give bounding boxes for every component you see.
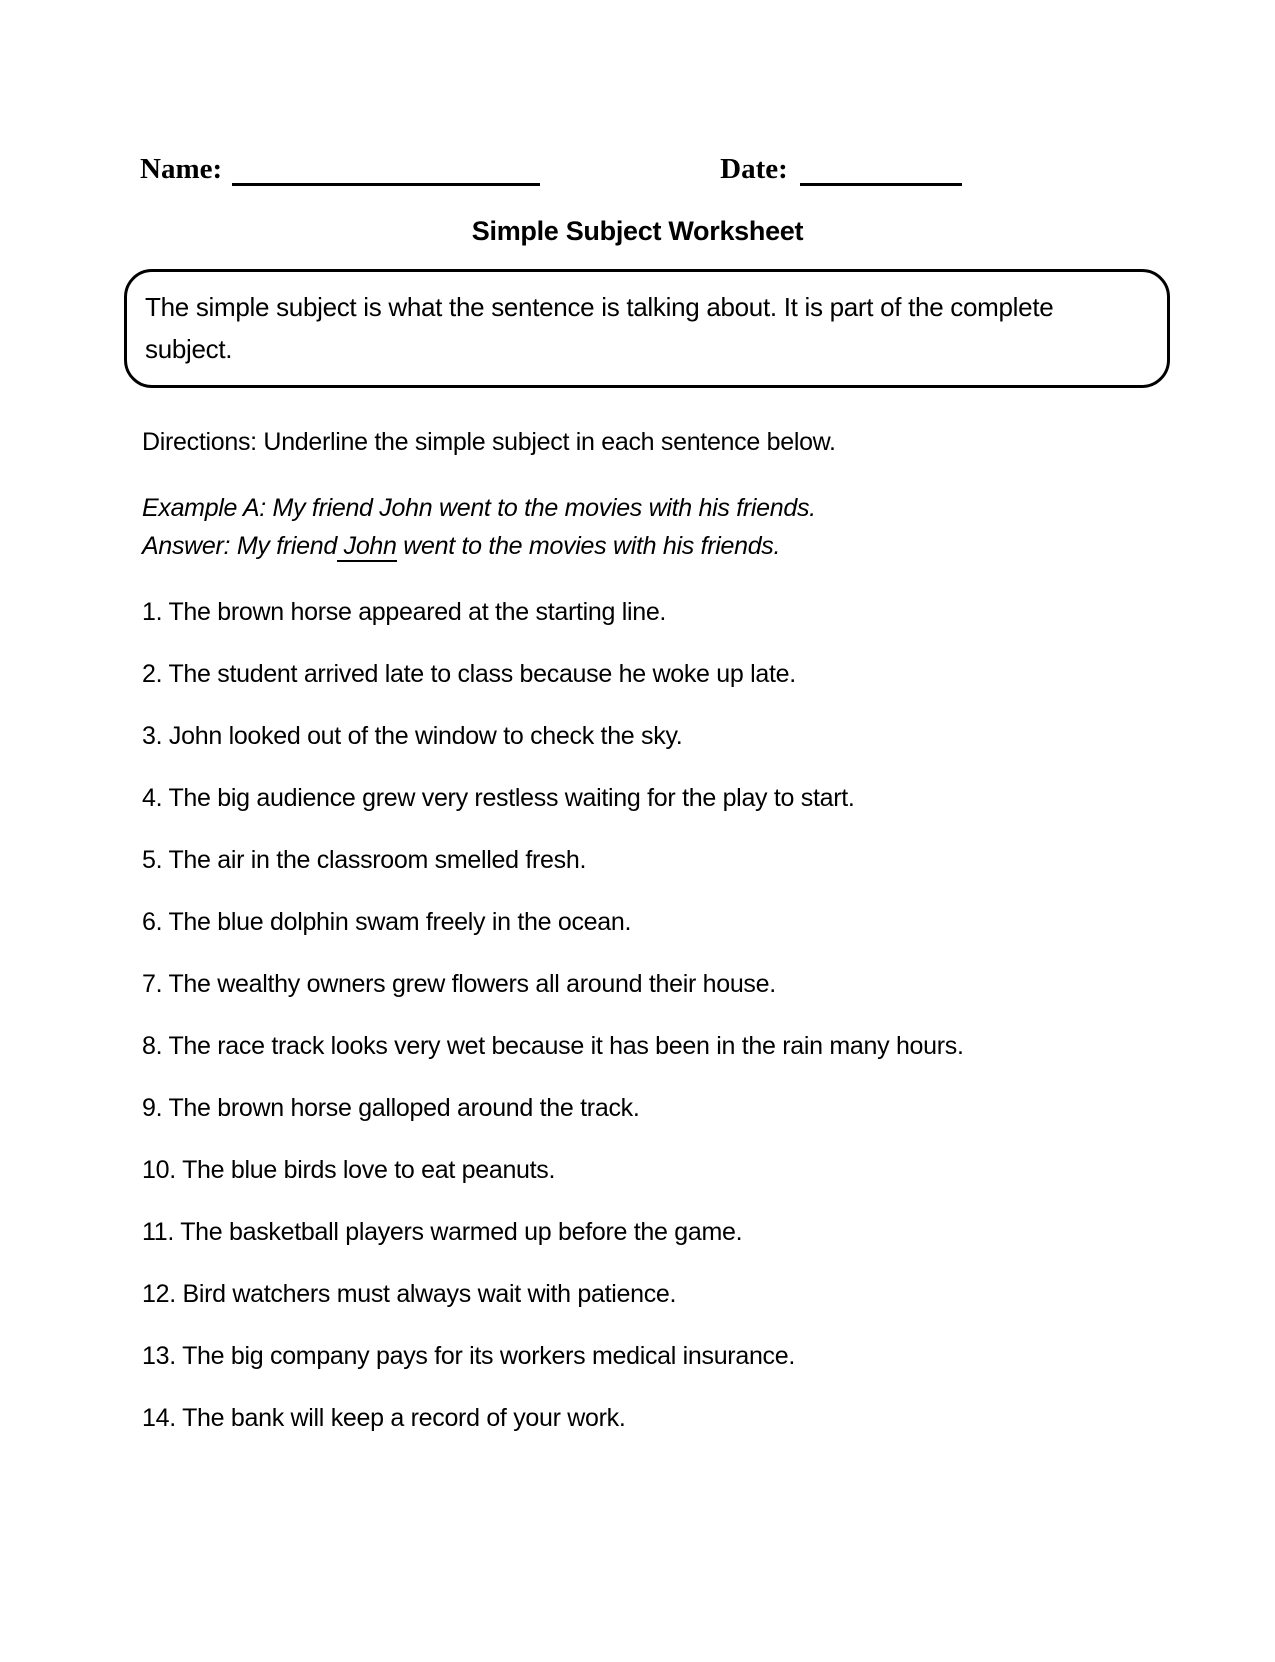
sentence-number: 7. [142, 970, 163, 998]
example-answer-suffix: went to the movies with his friends. [396, 532, 781, 560]
sentence-item [142, 1157, 1170, 1183]
sentence-item [142, 1095, 1170, 1121]
sentence-item [142, 909, 1170, 935]
sentence-number: 2. [142, 660, 163, 688]
sentence-text: The race track looks very wet because it has been in the rain many hours. [168, 1032, 964, 1060]
header-row [124, 0, 1170, 186]
sentence-text: The brown horse appeared at the starting line. [168, 598, 667, 626]
sentence-number: 5. [142, 846, 163, 874]
sentence-text: The big audience grew very restless waiting for the play to start. [168, 784, 855, 812]
sentence-item [142, 1219, 1170, 1245]
sentence-number: 14. [142, 1404, 176, 1432]
directions-line: Directions: Underline the simple subject in each sentence below. [142, 428, 836, 456]
sentence-item [142, 1405, 1170, 1431]
sentence-text: The wealthy owners grew flowers all around their house. [168, 970, 776, 998]
name-blank-line [232, 160, 540, 186]
sentence-item [142, 661, 1170, 687]
sentence-text: The big company pays for its workers medical insurance. [182, 1342, 795, 1370]
sentence-item [142, 1033, 1170, 1059]
sentence-item [142, 1281, 1170, 1307]
sentence-list [142, 599, 1170, 1431]
date-blank-line [800, 160, 962, 186]
sentence-text: The bank will keep a record of your work. [182, 1404, 626, 1432]
sentence-item [142, 599, 1170, 625]
sentence-number: 3. [142, 722, 163, 750]
date-group [720, 152, 962, 186]
sentence-number: 12. [142, 1280, 176, 1308]
example-answer [142, 527, 1170, 565]
sentence-number: 4. [142, 784, 163, 812]
sentence-number: 6. [142, 908, 163, 936]
sentence-number: 8. [142, 1032, 163, 1060]
date-label: Date: [720, 153, 788, 185]
sentence-text: The blue birds love to eat peanuts. [182, 1156, 556, 1184]
sentence-number: 13. [142, 1342, 176, 1370]
sentence-item [142, 847, 1170, 873]
sentence-number: 9. [142, 1094, 163, 1122]
sentence-item [142, 723, 1170, 749]
sentence-text: The student arrived late to class because he woke up late. [168, 660, 796, 688]
sentence-text: The air in the classroom smelled fresh. [168, 846, 587, 874]
sentence-item [142, 785, 1170, 811]
sentence-text: The blue dolphin swam freely in the ocean. [168, 908, 632, 936]
sentence-text: The brown horse galloped around the track. [168, 1094, 640, 1122]
example-block [142, 489, 1170, 565]
definition-box [124, 269, 1170, 388]
name-label: Name: [140, 153, 223, 185]
example-prompt: Example A: My friend John went to the movies with his friends. [142, 494, 816, 522]
sentence-item [142, 1343, 1170, 1369]
page-title: Simple Subject Worksheet [471, 216, 804, 246]
sentence-number: 11. [142, 1218, 174, 1246]
sentence-text: John looked out of the window to check the sky. [168, 722, 683, 750]
sentence-number: 10. [142, 1156, 176, 1184]
sentence-text: The basketball players warmed up before the game. [180, 1218, 743, 1246]
sentence-item [142, 971, 1170, 997]
example-answer-prefix: Answer: My friend [142, 532, 337, 560]
definition-text: The simple subject is what the sentence is talking about. It is part of the complete subject. [145, 292, 1054, 364]
example-answer-underlined-word: John [336, 532, 397, 560]
sentence-number: 1. [142, 598, 163, 626]
sentence-text: Bird watchers must always wait with patience. [182, 1280, 677, 1308]
